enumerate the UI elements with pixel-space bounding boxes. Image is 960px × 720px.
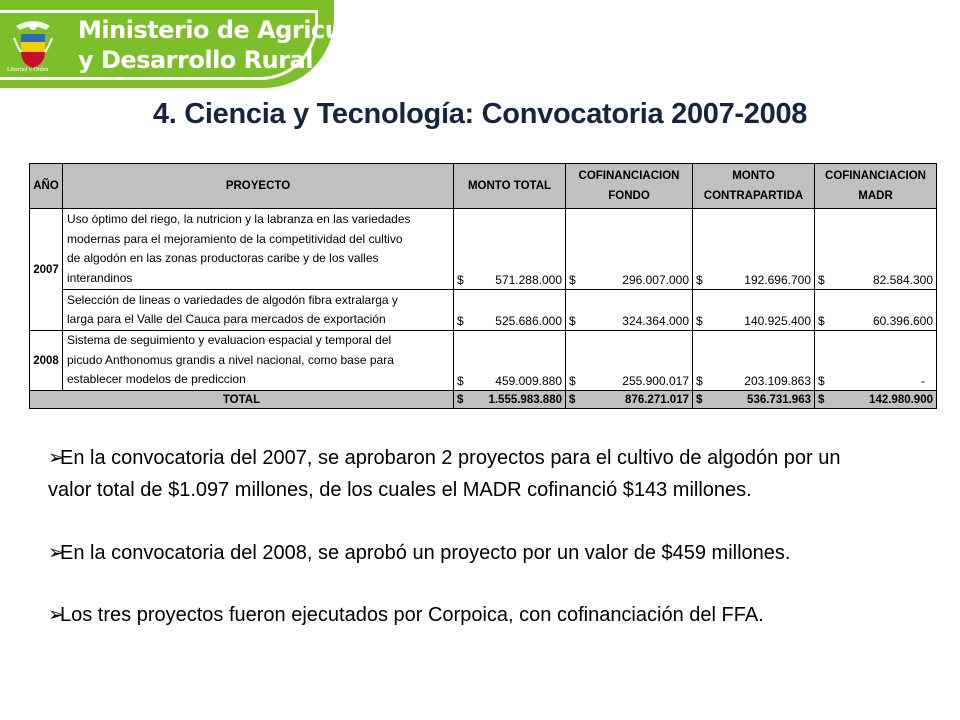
amount-value: 142.980.900 — [869, 393, 933, 406]
amount-value: 525.686.000 — [495, 314, 562, 328]
header-fondo-line2: FONDO — [608, 190, 650, 202]
amount-value: 1.555.983.880 — [488, 393, 562, 406]
bullet-item — [48, 537, 928, 569]
currency-sign: $ — [696, 314, 703, 328]
table-row — [30, 290, 937, 331]
amount-contrapartida — [693, 290, 815, 331]
amount-value: 571.288.000 — [495, 273, 562, 287]
header-contrapartida — [693, 164, 815, 209]
amount-contrapartida — [693, 209, 815, 290]
currency-sign: $ — [818, 273, 825, 287]
project-line: Sistema de seguimiento y evaluacion espacial y temporal del — [67, 333, 392, 348]
header-year: AÑO — [30, 164, 63, 209]
project-line: Selección de lineas o variedades de algodón fibra extralarga y — [67, 292, 398, 307]
header-madr-line2: MADR — [858, 190, 893, 202]
currency-sign: $ — [457, 273, 464, 287]
bullet-text: Los tres proyectos fueron ejecutados por Corpoica, con cofinanciación del FFA. — [60, 604, 764, 626]
projects-table — [29, 163, 937, 409]
header-contra-line2: CONTRAPARTIDA — [703, 190, 804, 202]
amount-fondo — [566, 290, 693, 331]
arrow-bullet-icon: ➢ — [48, 604, 65, 626]
project-line: picudo Anthonomus grandis a nivel nacional, como base para — [67, 352, 394, 367]
amount-total — [454, 290, 566, 331]
bullet-line: valor total de $1.097 millones, de los cuales el MADR cofinanció $143 millones. — [48, 479, 752, 501]
project-line: establecer modelos de prediccion — [67, 372, 246, 387]
bullet-line — [48, 442, 928, 474]
table-row — [30, 331, 937, 391]
amount-madr — [815, 290, 937, 331]
arrow-bullet-icon: ➢ — [48, 447, 65, 469]
amount-total — [454, 331, 566, 391]
project-line: de algodón en las zonas productoras caribe y de los valles — [67, 251, 379, 265]
total-label: TOTAL — [30, 391, 454, 409]
currency-sign: $ — [818, 314, 825, 328]
year-cell: 2008 — [30, 331, 63, 391]
page-title: 4. Ciencia y Tecnología: Convocatoria 2007-2008 — [152, 98, 808, 130]
amount-value: - — [921, 374, 925, 388]
header-contra-line1: MONTO — [732, 170, 775, 182]
amount-contrapartida — [693, 331, 815, 391]
header-fondo-line1: COFINANCIACION — [578, 170, 680, 182]
arrow-bullet-icon: ➢ — [48, 542, 65, 564]
currency-sign: $ — [457, 374, 464, 388]
currency-sign: $ — [457, 393, 464, 406]
bullet-text: En la convocatoria del 2007, se aprobaron 2 proyectos para el cultivo de algodón por un — [60, 447, 841, 469]
ministry-banner — [0, 0, 404, 88]
amount-fondo — [566, 209, 693, 290]
bullet-text: En la convocatoria del 2008, se aprobó un proyecto por un valor de $459 millones. — [60, 542, 791, 564]
project-line: larga para el Valle del Cauca para mercados de exportación — [67, 312, 386, 326]
header-project: PROYECTO — [63, 164, 454, 209]
header-fondo — [566, 164, 693, 209]
header-madr — [815, 164, 937, 209]
amount-value: 60.396.600 — [872, 314, 933, 328]
table-header-row — [30, 164, 937, 209]
year-cell: 2007 — [30, 209, 63, 331]
total-contrapartida — [693, 391, 815, 409]
amount-madr — [815, 209, 937, 290]
table-row — [30, 209, 937, 290]
project-cell — [63, 290, 454, 331]
header-total: MONTO TOTAL — [454, 164, 566, 209]
currency-sign: $ — [696, 393, 703, 406]
amount-total — [454, 209, 566, 290]
bullet-line — [48, 599, 928, 631]
crest-motto: Libertad y Orden — [7, 67, 49, 73]
project-line: interandinos — [67, 270, 133, 285]
amount-fondo — [566, 331, 693, 391]
currency-sign: $ — [457, 314, 464, 328]
header-madr-line1: COFINANCIACION — [825, 170, 926, 182]
ministry-name-line2: y Desarrollo Rural — [78, 46, 313, 74]
amount-value: 203.109.863 — [744, 374, 811, 388]
currency-sign: $ — [569, 374, 576, 388]
ministry-name-line1: Ministerio de Agricultura — [78, 16, 404, 44]
currency-sign: $ — [818, 393, 825, 406]
bullet-item — [48, 599, 928, 631]
currency-sign: $ — [569, 314, 576, 328]
currency-sign: $ — [569, 273, 576, 287]
project-line: Uso óptimo del riego, la nutricion y la labranza en las variedades — [67, 212, 411, 226]
bullet-line — [48, 537, 928, 569]
project-cell — [63, 331, 454, 391]
total-madr — [815, 391, 937, 409]
amount-value: 296.007.000 — [622, 273, 689, 287]
amount-madr — [815, 331, 937, 391]
project-line: modernas para el mejoramiento de la competitividad del cultivo — [67, 231, 403, 246]
amount-value: 876.271.017 — [625, 393, 689, 406]
amount-value: 459.009.880 — [495, 374, 562, 388]
currency-sign: $ — [696, 273, 703, 287]
amount-value: 255.900.017 — [622, 374, 689, 388]
currency-sign: $ — [818, 374, 825, 388]
bullet-item — [48, 442, 928, 506]
total-amount — [454, 391, 566, 409]
currency-sign: $ — [696, 374, 703, 388]
amount-value: 82.584.300 — [872, 273, 933, 287]
total-row — [30, 391, 937, 409]
amount-value: 192.696.700 — [744, 273, 811, 287]
project-cell — [63, 209, 454, 290]
amount-value: 140.925.400 — [744, 314, 811, 328]
amount-value: 324.364.000 — [622, 314, 689, 328]
total-fondo — [566, 391, 693, 409]
amount-value: 536.731.963 — [747, 393, 811, 406]
currency-sign: $ — [569, 393, 576, 406]
